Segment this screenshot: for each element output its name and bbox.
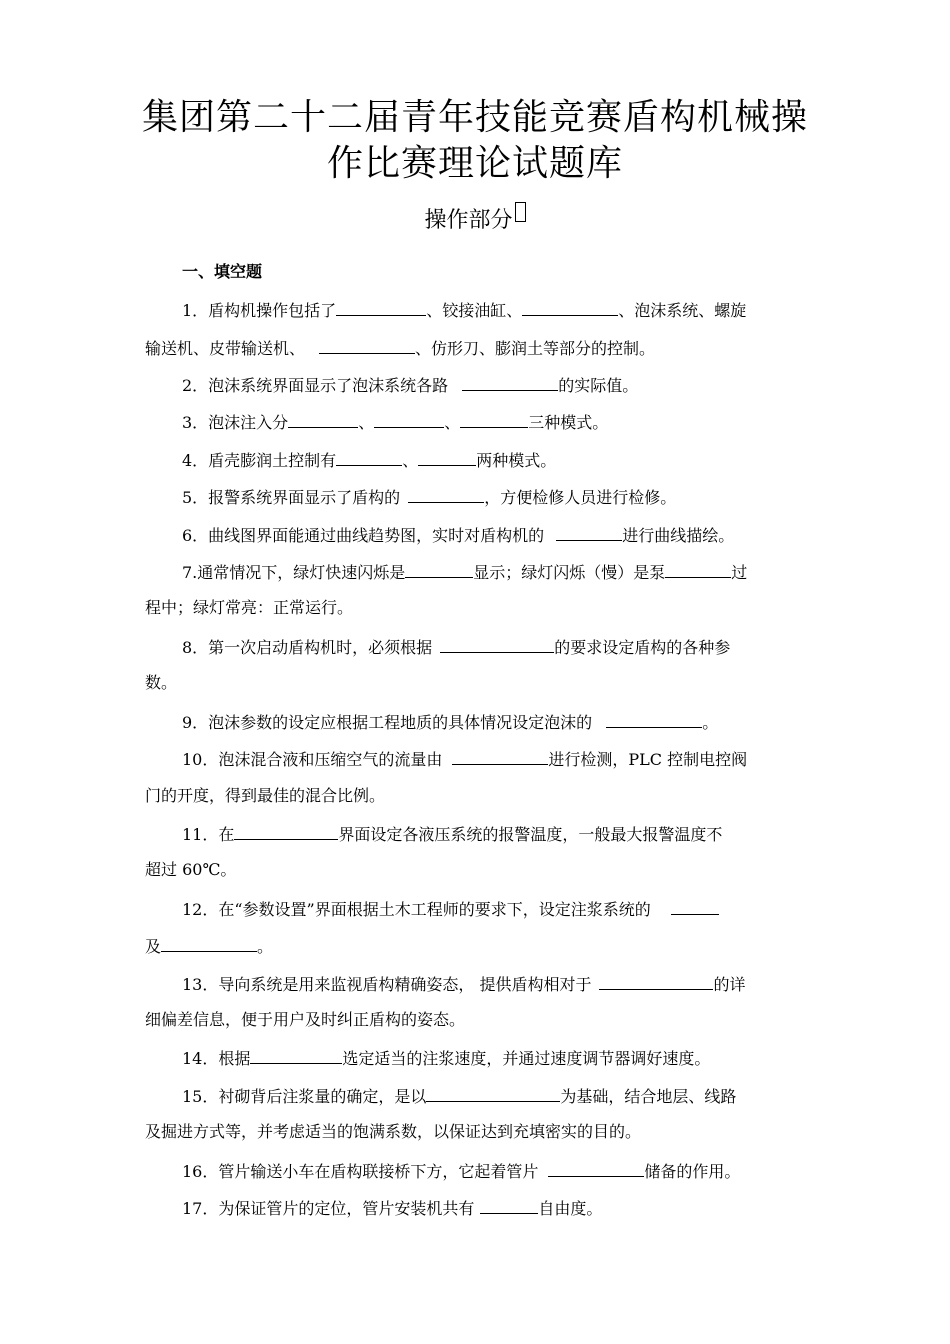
question-text: 过: [731, 563, 748, 582]
subtitle: [0, 206, 950, 236]
answer-blank: [234, 821, 338, 840]
document-title-line1: 集团第二十二届青年技能竞赛盾构机械操: [141, 97, 808, 138]
question-text: 16．管片输送小车在盾构联接桥下方，它起着管片: [182, 1162, 539, 1181]
question-text: 及: [145, 937, 162, 956]
question-7-line2: 程中；绿灯常亮：正常运行。: [145, 598, 354, 617]
answer-blank: [408, 484, 484, 503]
question-8-line2: 数。: [145, 673, 178, 692]
question-text: 、铰接油缸、: [426, 301, 523, 320]
question-text: 储备的作用。: [644, 1162, 741, 1181]
question-text: 7.通常情况下，绿灯快速闪烁是: [182, 563, 406, 582]
question-text: 。: [702, 713, 719, 732]
question-text: 、: [444, 413, 461, 432]
answer-blank: [480, 1195, 538, 1214]
question-4: [182, 447, 556, 473]
question-text: 、: [402, 451, 419, 470]
question-text: 、仿形刀、膨润土等部分的控制。: [415, 339, 656, 358]
answer-blank: [671, 896, 719, 915]
answer-blank: [606, 709, 702, 728]
question-text: 界面设定各液压系统的报警温度，一般最大报警温度不: [338, 825, 723, 844]
question-10-line1: [182, 746, 747, 772]
question-text: 14．根据: [182, 1049, 251, 1068]
answer-blank: [336, 297, 426, 316]
question-3: [182, 409, 608, 435]
question-10-line2: 门的开度，得到最佳的混合比例。: [145, 786, 386, 805]
question-text: 、: [358, 413, 375, 432]
question-text: 显示；绿灯闪烁（慢）是泵: [473, 563, 666, 582]
question-12-line2: [145, 933, 273, 959]
question-text: 4．盾壳膨润土控制有: [182, 451, 337, 470]
question-11-line2: 超过 60℃。: [145, 860, 237, 879]
question-15-line2: 及掘进方式等，并考虑适当的饱满系数，以保证达到充填密实的目的。: [145, 1122, 642, 1141]
question-9: [182, 709, 718, 735]
answer-blank: [440, 634, 554, 653]
question-text: 9．泡沫参数的设定应根据工程地质的具体情况设定泡沫的: [182, 713, 593, 732]
answer-blank: [452, 746, 548, 765]
answer-blank: [288, 409, 358, 428]
question-17: [182, 1195, 602, 1221]
question-text: 12．在“参数设置”界面根据土木工程师的要求下，设定注浆系统的: [182, 900, 651, 919]
question-text: 11．在: [182, 825, 235, 844]
answer-blank: [426, 1083, 560, 1102]
question-12-line1: [182, 896, 719, 922]
question-text: 自由度。: [538, 1199, 603, 1218]
question-text: 17．为保证管片的定位，管片安装机共有: [182, 1199, 475, 1218]
question-14: [182, 1045, 710, 1071]
question-1-line2: [145, 335, 655, 361]
question-text: 15．衬砌背后注浆量的确定，是以: [182, 1087, 427, 1106]
question-15-line1: [182, 1083, 736, 1109]
question-text: 2．泡沫系统界面显示了泡沫系统各路: [182, 376, 449, 395]
question-text: 5．报警系统界面显示了盾构的: [182, 488, 401, 507]
question-11-line1: [182, 821, 722, 847]
answer-blank: [319, 335, 415, 354]
question-text: 8．第一次启动盾构机时，必须根据: [182, 638, 433, 657]
answer-blank: [405, 559, 473, 578]
subtitle-text: 操作部分: [424, 208, 513, 233]
document-title-line2: 作比赛理论试题库: [326, 143, 623, 184]
question-text: ，方便检修人员进行检修。: [484, 488, 677, 507]
question-text: 进行曲线描绘。: [622, 526, 735, 545]
question-text: 的要求设定盾构的各种参: [554, 638, 731, 657]
answer-blank: [250, 1045, 342, 1064]
question-8-line1: [182, 634, 730, 660]
question-text: 三种模式。: [528, 413, 609, 432]
question-6: [182, 522, 734, 548]
question-5: [182, 484, 676, 510]
question-16: [182, 1158, 740, 1184]
question-2: [182, 372, 638, 398]
answer-blank: [418, 447, 476, 466]
question-text: 10．泡沫混合液和压缩空气的流量由: [182, 750, 443, 769]
answer-blank: [374, 409, 444, 428]
question-text: 的详: [713, 975, 746, 994]
question-text: 6．曲线图界面能通过曲线趋势图，实时对盾构机的: [182, 526, 545, 545]
answer-blank: [556, 522, 622, 541]
section-heading: 一、填空题: [182, 262, 263, 281]
question-text: 选定适当的注浆速度，并通过速度调节器调好速度。: [342, 1049, 711, 1068]
question-text: 两种模式。: [476, 451, 557, 470]
answer-blank: [665, 559, 731, 578]
question-text: 的实际值。: [558, 376, 639, 395]
question-7-line1: [182, 559, 747, 585]
question-text: 、泡沫系统、螺旋: [618, 301, 747, 320]
answer-blank: [599, 971, 713, 990]
question-text: 。: [257, 937, 274, 956]
answer-blank: [462, 372, 558, 391]
answer-blank: [336, 447, 402, 466]
answer-blank: [161, 933, 257, 952]
answer-blank: [522, 297, 618, 316]
question-13-line2: 细偏差信息，便于用户及时纠正盾构的姿态。: [145, 1010, 466, 1029]
answer-blank: [548, 1158, 644, 1177]
question-13-line1: [182, 971, 745, 997]
question-text: 1．盾构机操作包括了: [182, 301, 337, 320]
question-text: 输送机、皮带输送机、: [145, 339, 306, 358]
answer-blank: [460, 409, 528, 428]
question-1-line1: [182, 297, 746, 323]
question-text: 13．导向系统是用来监视盾构精确姿态， 提供盾构相对于: [182, 975, 592, 994]
question-text: 3．泡沫注入分: [182, 413, 289, 432]
question-text: 进行检测，PLC 控制电控阀: [548, 750, 748, 769]
question-text: 为基础，结合地层、线路: [560, 1087, 737, 1106]
missing-glyph-box-icon: [515, 202, 526, 222]
